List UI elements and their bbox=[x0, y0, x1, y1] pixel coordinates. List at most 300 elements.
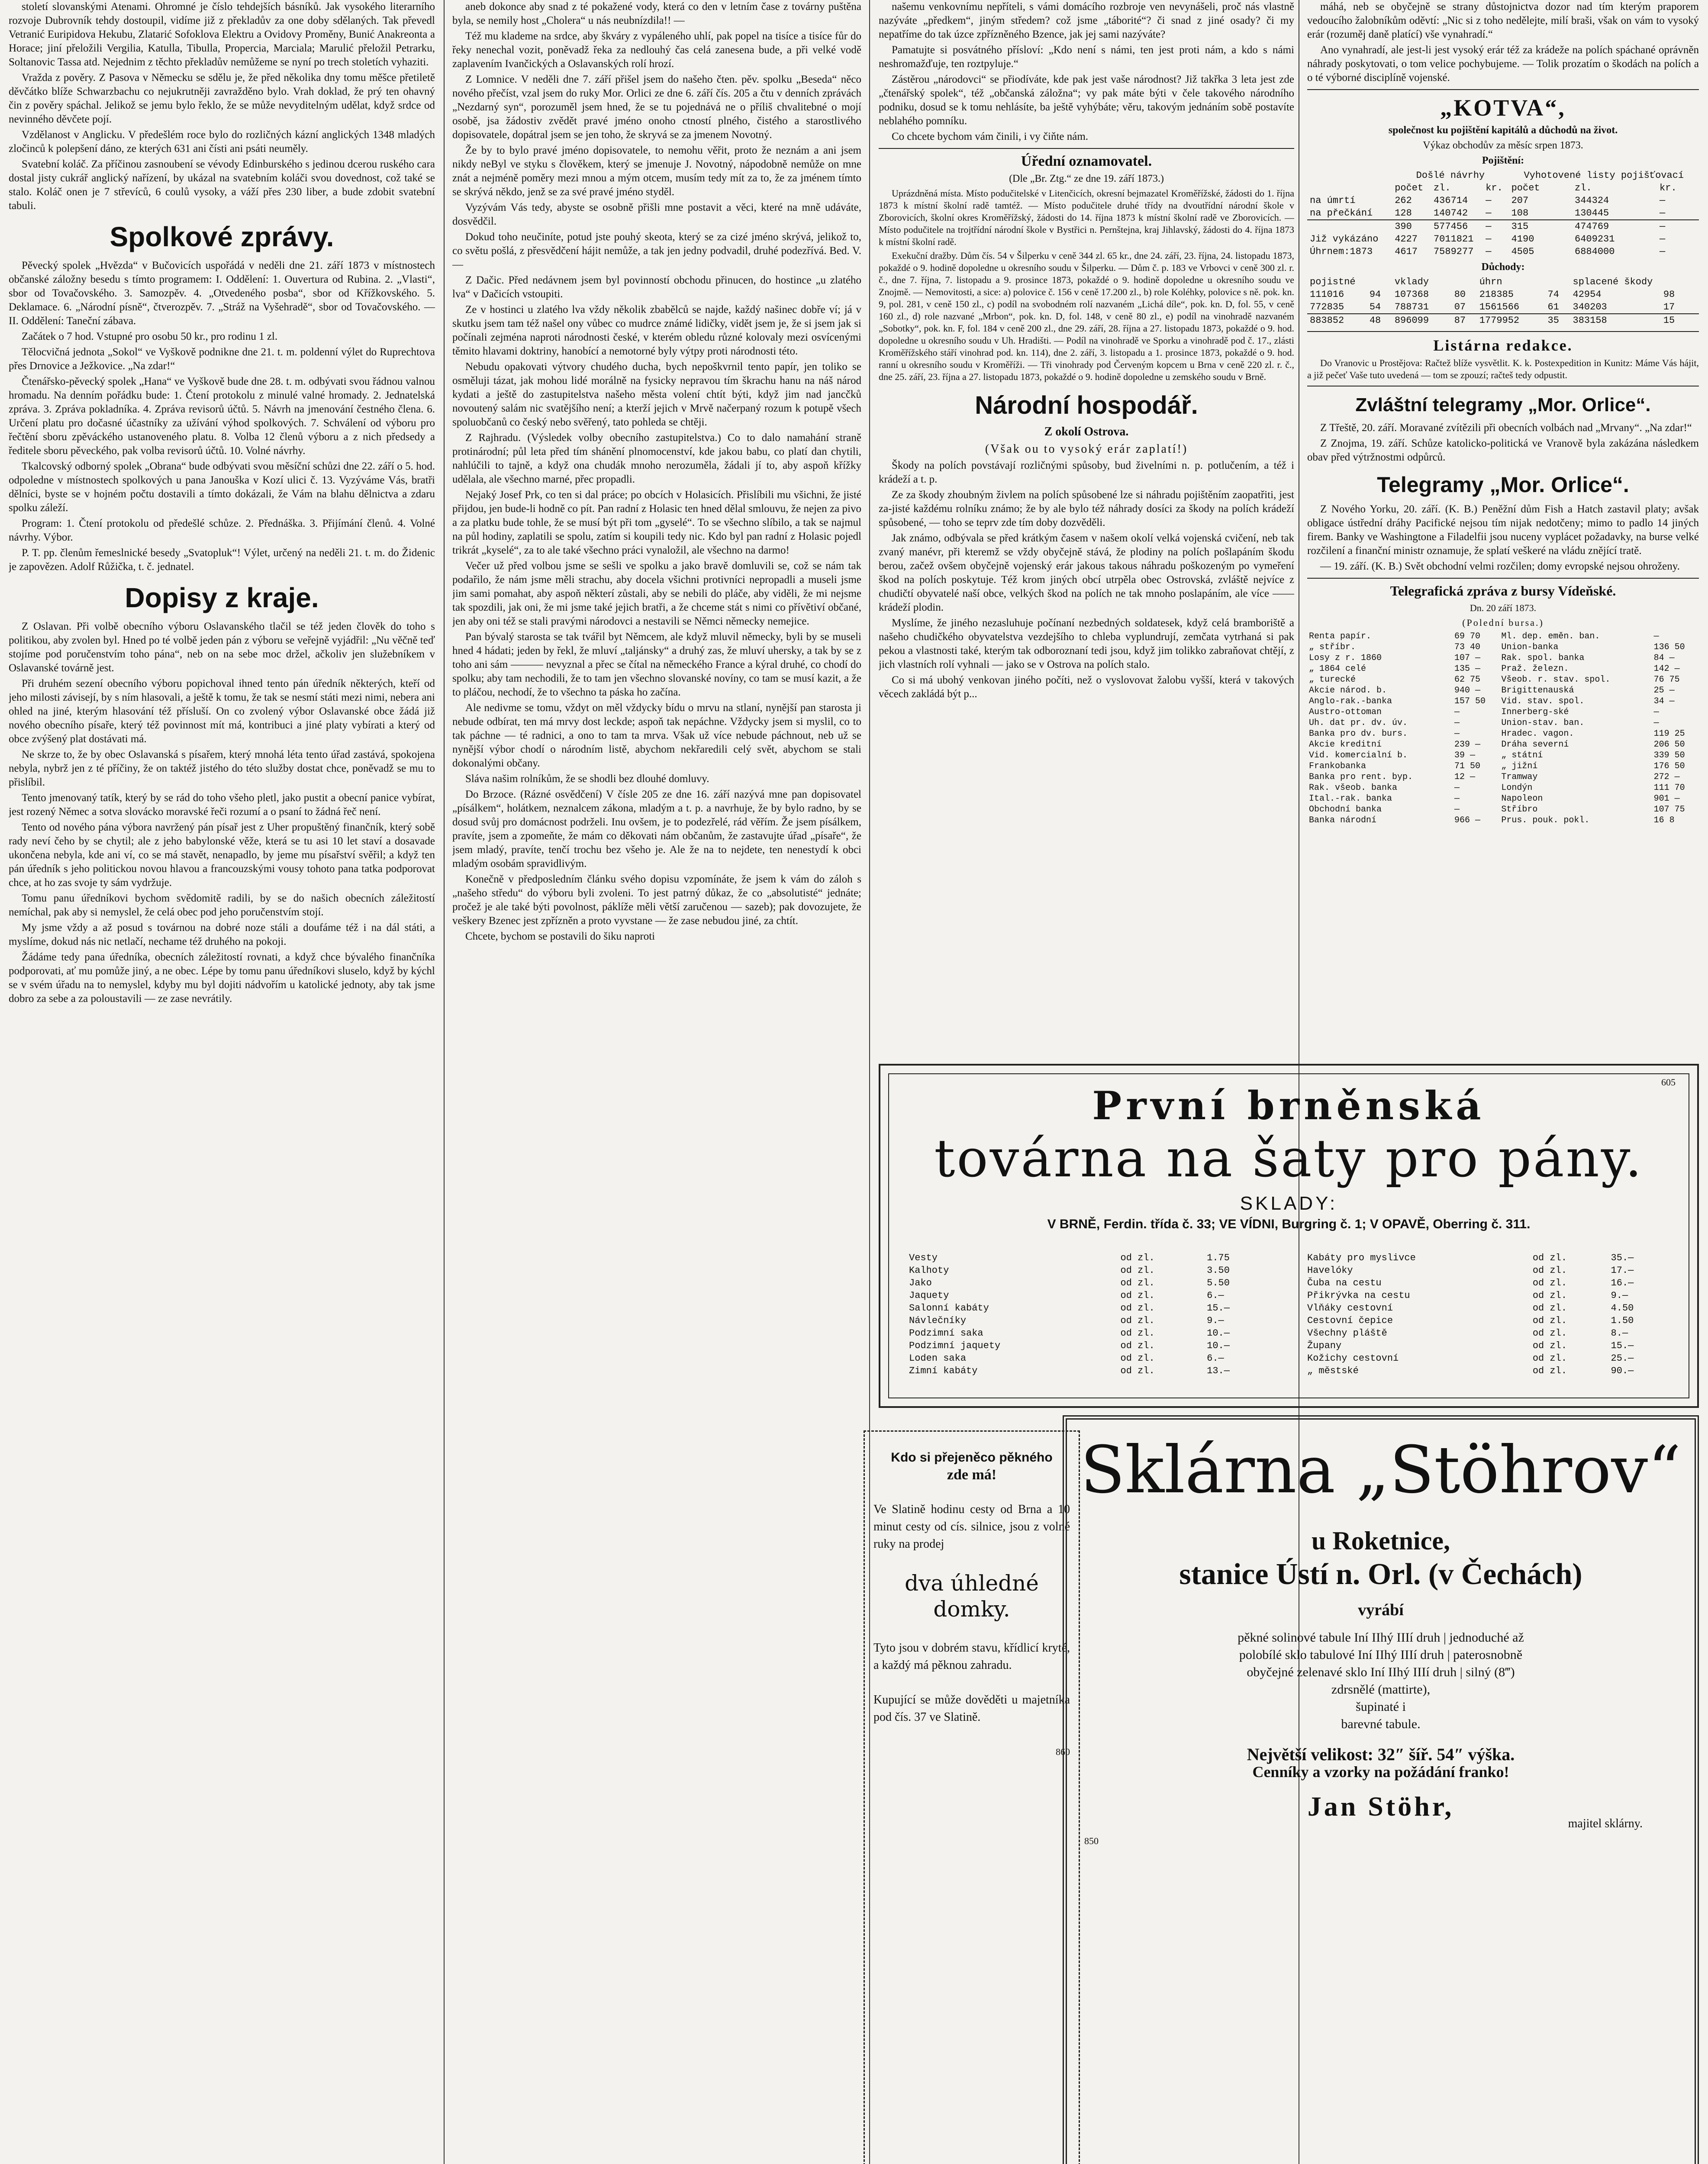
table-cell: 788731 bbox=[1394, 302, 1429, 312]
table-cell: od zl. bbox=[1120, 1278, 1155, 1288]
table-cell: Innerberg-ské bbox=[1501, 707, 1569, 717]
table-cell: Rak. spol. banka bbox=[1501, 653, 1585, 663]
ad-text: vyrábí bbox=[1358, 1601, 1404, 1619]
article-text: Ale nedivme se tomu, vždyt on měl vždycky bídu o mrvu na stlaní, nynější pan starosta ji nebude odbírat, ten má mrvy dost leckde; aspoň tak nepáchne. Vždycky jsem si myslil, co to tak páchne — té radnici, a ono to tam ta mrva. Však už více nebude páchnout, neb už se nynější výbor chodí o národním listě, abychom nekřaredili celý svět, abychom se stali dokonalými občany. bbox=[452, 702, 861, 769]
article-subtitle: (Však ou to vysoký erár zaplatí!) bbox=[985, 442, 1188, 456]
table-cell: 128 bbox=[1395, 208, 1412, 219]
column-1 bbox=[9, 0, 435, 2164]
section-subheading: (Dle „Br. Ztg.“ ze dne 19. září 1873.) bbox=[1009, 173, 1164, 184]
column-rule bbox=[444, 0, 445, 2164]
table-row bbox=[1307, 707, 1699, 718]
table-header-row bbox=[1307, 182, 1699, 194]
table-row bbox=[906, 1252, 1266, 1264]
article-text: Exekuční dražby. Dům čís. 54 v Šilperku v ceně 344 zl. 65 kr., dne 24. září, 23. října, 24. listopadu 1873, pokaždé o 9. hodině dopoledne u okresního soudu v Šilperku. — Dům č. p. 183 ve Vrbovci v ceně 300 zl. r. č., dne 7. října, 7. listopadu a 9. prosince 1873, pokaždé o 9. hodině dopoledne u okresního soudu ve Znojmě. — Nemovitosti, a sice: a) polovice č. 156 v ceně 17.200 zl., b) role Koléhky, polovice s ně. pok. kn. 9, pol. 281, v ceně 150 zl., c) podíl na svobodném rolí nazvaném „Lichá díle“, pok. kn. D, fol. 55, v ceně 160 zl., d) role nazvané „Mrbon“, pok. kn. D, fol. 148, v ceně 80 zl., e) podíl na vinohradě nazvaném „Sobotky“, pok. kn. F, fol. 184 v ceně 200 zl., dne 29. září, 28. října a 27. listopadu 1873, pokaždé o 9. hod. dopoledne u okresního soudu v Uh. Hradišti. — Podíl na vinohradě ve Sporku a vinohradě pod č. 17., zlásti Kroměřížského stáří vinohrad pod. kn. 114), dne 2. září, 3. listopadu a 1. prosince 1873, pokaždé o 9. hod. ranní u okresního soudu v Kroměříži. — Tři vinohrady pod Červeným kopcem u Brna v ceně 220 zl. r. č., dne 25. září, 23. října a 27. listopadu 1873, pokaždé o 9. hodině dopoledne u zemského soudu v Brně. bbox=[879, 250, 1294, 382]
table-cell: 140742 bbox=[1433, 208, 1468, 219]
table-cell: — bbox=[1454, 794, 1460, 804]
table-cell: 39 — bbox=[1454, 750, 1475, 760]
table-cell: — bbox=[1653, 631, 1659, 641]
table-cell bbox=[1307, 182, 1392, 194]
table-cell: Austro-ottoman bbox=[1309, 707, 1382, 717]
table-cell: — bbox=[1660, 195, 1666, 206]
table-cell: 901 — bbox=[1653, 794, 1680, 804]
table-cell: — bbox=[1486, 234, 1492, 245]
table-cell: od zl. bbox=[1120, 1353, 1155, 1364]
kotva-table bbox=[1307, 169, 1699, 258]
ad-headline: zde má! bbox=[947, 1467, 997, 1483]
table-cell: od zl. bbox=[1120, 1303, 1155, 1314]
divider bbox=[1307, 331, 1699, 332]
table-cell: 6.— bbox=[1207, 1290, 1224, 1301]
price-table bbox=[906, 1252, 1266, 1377]
table-cell: 3.50 bbox=[1207, 1265, 1230, 1276]
column-2 bbox=[452, 0, 861, 2164]
table-cell: — bbox=[1486, 208, 1492, 219]
article-text: Při druhém sezení obecního výboru popichoval ihned tento pán úředník některých, kteří od jeho milosti závisejí, by s ním hlasovali, a ještě k tomu, že tak se nesmí státi mezi nimi, nebera ani ohled na jiné, kterým hlasování též přísluší. On co zvolený výbor Oslavanské obce žádá již nového obecního písaře, který též povinnost mít má, kontribuci a jiné platy vybírati a který od obce zvýšený plat dostávati má. bbox=[9, 678, 435, 745]
table-header-row bbox=[1307, 169, 1699, 182]
article-text: Tělocvičná jednota „Sokol“ ve Vyškově podnikne dne 21. t. m. poldenní výlet do Ruprechtova přes Drnovice a Ježkovice. „Na zdar!“ bbox=[9, 346, 435, 372]
table-cell: 15 bbox=[1663, 315, 1675, 326]
ad-title: Sklárna „Stöhrov“ bbox=[1080, 1433, 1681, 1508]
table-row bbox=[1307, 685, 1699, 696]
table-row bbox=[1307, 194, 1699, 207]
table-cell: 157 50 bbox=[1454, 696, 1486, 706]
article-text: Uprázdněná místa. Místo podučitelské v Litenčicích, okresní bejmazatel Kroměřížské, žádosti do 1. října 1873 k místní školní radě tamtéž. — Místo podučitele druhé třídy na dvoutřídní národní škole v Zborovicích, školní okres Kroměřížský, žádosti do 14. října 1873 k místní školní radě ve Zborovicích. — Místo podučitele na trojtřídní národní škole v Bystřici n. Pernštejna, kraj Jihlavský, žádosti do 4. října 1873 k místní školní radě. bbox=[879, 188, 1294, 247]
table-row bbox=[1305, 1277, 1664, 1289]
table-cell: od zl. bbox=[1120, 1265, 1155, 1276]
ad-subtitle: SKLADY: bbox=[1240, 1193, 1338, 1214]
article-text: Jak známo, odbývala se před krátkým časem v našem okolí velká vojenská cvičení, neb tak zvaný manévr, při kteremž se vždy obyčejně stává, že plodiny na polích pošlapáním škodu berou, začež ovšem obyčejně vojenský erár jakous takous náhradu poškozeným po vymeření škod na polích poskytuje. Též krom jiných obcí utrpěla obec Ostrovská, zvláště nejvíce z chudičtí obyvatelé naší obce, velkých škod na polích ne tak mnoho poslapáním, ale více —— krádeží plodin. bbox=[879, 532, 1294, 613]
article-text: Ano vynahradí, ale jest-li jest vysoký erár též za krádeže na polích spáchané oprávněn náhrady poskytovati, o tom velice pochybujeme. — Tolik prozatím o škodách na polích a o té výborné disciplíně vojenské. bbox=[1307, 44, 1699, 84]
article-text: Nebudu opakovati výtvory chudého ducha, bych nepoškvrnil tento papír, jen toliko se osměluji tázat, jak mohou lidé morálně na fysicky nepravou tím škrachu hanu na náš národ kydati a ještě do zastupitelstva našeho města volení chtít býti, když jim nad jancčků novoutený salám nic svatějšího není; a kterží jejich v Mrvě načerpaný rozum k potupě všech spoluobčanů co český nebo svěřený, tato pohleda se chtěji. bbox=[452, 361, 861, 428]
table-cell: od zl. bbox=[1120, 1328, 1155, 1339]
table-cell: 6409231 bbox=[1575, 234, 1615, 245]
table-row bbox=[906, 1314, 1266, 1327]
table-row bbox=[906, 1352, 1266, 1365]
table-row bbox=[906, 1340, 1266, 1352]
table-cell: 1779952 bbox=[1479, 315, 1520, 326]
article-text: máhá, neb se obyčejně se strany důstojnictva dozor nad tím kterým praporem vedoucího žalobníkům oděvtí: „Nic si z toho nedělejte, milí braši, však on vám to vysoký erár (rozuměj daně platící) vše vynahradí.“ bbox=[1307, 1, 1699, 40]
table-cell: 344324 bbox=[1575, 195, 1609, 206]
table-row bbox=[1307, 288, 1699, 301]
table-header-cell: pojistné bbox=[1310, 277, 1356, 287]
table-cell: 10.— bbox=[1207, 1328, 1230, 1339]
table-cell: 4505 bbox=[1511, 246, 1534, 257]
table-cell: 130445 bbox=[1575, 208, 1609, 219]
article-text: Z Dačic. Před nedávnem jsem byl povinností obchodu přinucen, do hostince „u zlatého lva“ v Dačicích vstoupiti. bbox=[452, 274, 861, 300]
table-cell: Napoleon bbox=[1501, 794, 1543, 804]
table-cell: 142 — bbox=[1653, 664, 1680, 674]
table-cell: 1561566 bbox=[1479, 302, 1520, 312]
table-cell: 6.— bbox=[1207, 1353, 1224, 1364]
table-cell: — bbox=[1454, 805, 1460, 815]
table-cell: 107 75 bbox=[1653, 805, 1685, 815]
table-cell: — bbox=[1454, 783, 1460, 793]
table-cell: Obchodní banka bbox=[1309, 805, 1382, 815]
table-cell: 9.— bbox=[1207, 1315, 1224, 1326]
table-cell: — bbox=[1486, 221, 1492, 232]
table-cell: 87 bbox=[1454, 315, 1466, 326]
ad-subtitle: stanice Ústí n. Orl. (v Čechách) bbox=[1179, 1558, 1582, 1591]
table-cell: 76 75 bbox=[1653, 675, 1680, 685]
table-header-cell: počet bbox=[1511, 183, 1540, 193]
table-row bbox=[1307, 642, 1699, 653]
table-row bbox=[1307, 674, 1699, 685]
table-row bbox=[1307, 207, 1699, 220]
article-text: Vyzývám Vás tedy, abyste se osobně přišli mne postavit a věci, které na mně udáváte, dosvědčil. bbox=[452, 202, 861, 227]
table-cell: 966 — bbox=[1454, 815, 1480, 825]
kotva-subtitle: společnost ku pojištění kapitálů a důchodů na život. bbox=[1388, 125, 1618, 136]
ad-frame bbox=[888, 1073, 1689, 1398]
table-row bbox=[1307, 631, 1699, 642]
ad-number: 860 bbox=[1056, 1746, 1070, 1757]
article-text: Do Brzoce. (Rázné osvědčení) V čísle 205 ze dne 16. září nazývá mne pan dopisovatel „písálkem“, holátkem, neznalcem zákona, mladým a t. p. a navrhuje, že by bylo radno, by se dosud svůj pro domácnost podrželi. Inu ovšem, je to podezřelé, rád věřím. Že jsem písálkem, pravíte, jsem a zpomeňte, že mám co děkovati nám občanům, že zastavujte úřad „písaře“, že jsem mladý, pravíte, tenčí trochu bez všeho je. Ale že na to nejdete, ten nenestydí k obci mladým osobám spravidlivým. bbox=[452, 789, 861, 869]
table-cell: od zl. bbox=[1532, 1365, 1567, 1376]
table-cell: 1.50 bbox=[1611, 1315, 1634, 1326]
article-text: Sláva našim rolníkům, že se shodli bez dlouhé domluvy. bbox=[465, 773, 709, 785]
table-cell: — bbox=[1454, 718, 1460, 728]
table-cell: Návlečníky bbox=[909, 1315, 967, 1326]
telegrams-heading: Telegramy „Mor. Orlice“. bbox=[1377, 473, 1629, 497]
table-cell: Již vykázáno bbox=[1310, 234, 1379, 245]
table-cell: — bbox=[1486, 246, 1492, 257]
table-row bbox=[1307, 220, 1699, 233]
table-header-cell: zl. bbox=[1575, 183, 1592, 193]
table-cell: Havelóky bbox=[1307, 1265, 1353, 1276]
table-cell: 17 bbox=[1663, 302, 1675, 312]
table-row bbox=[906, 1289, 1266, 1302]
divider bbox=[1307, 578, 1699, 579]
table-cell: 17.— bbox=[1611, 1265, 1634, 1276]
table-cell: „ státní bbox=[1501, 750, 1543, 760]
article-text: Začátek o 7 hod. Vstupné pro osobu 50 kr., pro rodinu 1 zl. bbox=[22, 331, 278, 342]
table-cell: Salonní kabáty bbox=[909, 1303, 989, 1314]
table-cell: od zl. bbox=[1120, 1315, 1155, 1326]
ad-title: továrna na šaty pro pány. bbox=[934, 1129, 1644, 1189]
article-text: Tkalcovský odborný spolek „Obrana“ bude odbývati svou měsíční schůzi dne 22. září o 5. hod. odpoledne v místnostech spolkových u pana Janouška v Kozí ulici č. 13. Vyzýváme Vás, bratři dělníci, byste se v hojném počtu dostavili a tímto dokázali, že Vám na blahu dělnictva a zdaru spolku záleží. bbox=[9, 460, 435, 514]
table-cell: na přečkání bbox=[1310, 208, 1373, 219]
table-cell: 135 — bbox=[1454, 664, 1480, 674]
bursa-subtitle: (Polední bursa.) bbox=[1462, 617, 1544, 628]
article-text: aneb dokonce aby snad z té pokažené vody, která co den v letním čase z továrny puštěna byla, se nemily host „Cholera“ u nás neubnízdila!! — bbox=[452, 1, 861, 26]
table-cell: Anglo-rak.-banka bbox=[1309, 696, 1392, 706]
article-text: Tomu panu úředníkovi bychom svědomitě radili, by se do našich obecních záležitostí nemíchal, pak aby si nemyslel, že celá obec pod jeho poručenstvím stojí. bbox=[9, 892, 435, 918]
ad-headline: Kdo si přejeněco pěkného bbox=[891, 1450, 1053, 1465]
table-cell: od zl. bbox=[1532, 1353, 1567, 1364]
table-row bbox=[1307, 804, 1699, 815]
table-row bbox=[906, 1302, 1266, 1314]
table-cell: — bbox=[1653, 707, 1659, 717]
table-cell: Praž. železn. bbox=[1501, 664, 1569, 674]
table-cell: 48 bbox=[1369, 315, 1381, 326]
telegram-text: Z Znojma, 19. září. Schůze katolicko-politická ve Vranově byla zakázána následkem obav před výtržnostmi odpůrců. bbox=[1307, 438, 1699, 463]
table-cell: od zl. bbox=[1532, 1328, 1567, 1339]
table-cell: Všeob. r. stav. spol. bbox=[1501, 675, 1611, 685]
table-cell: 15.— bbox=[1611, 1340, 1634, 1351]
table-cell: 73 40 bbox=[1454, 642, 1480, 652]
table-cell: 111 70 bbox=[1653, 783, 1685, 793]
table-row bbox=[1307, 233, 1699, 245]
table-cell: 13.— bbox=[1207, 1365, 1230, 1376]
table-cell: Renta papír. bbox=[1309, 631, 1372, 641]
table-cell: Hradec. vagon. bbox=[1501, 729, 1574, 739]
table-cell: od zl. bbox=[1532, 1278, 1567, 1288]
table-cell: Akcie kreditní bbox=[1309, 740, 1382, 750]
article-text: Žádáme tedy pana úředníka, obecních záležitostí rovnati, a když chce bývalého finančníka podporovati, ať mu pomůže jiný, a ne obec. Lépe by tomu panu úředníkovi sluselo, když by kýchl se v svém úřadu na to nemyslel, kdyby mu byl dojiti nádvořím u katolické jednoty, aby tak jsme dobro za sebe a za poloustavili — ze zase nevrátily. bbox=[9, 951, 435, 1005]
article-text: Dokud toho neučiníte, potud jste pouhý skeota, který se za cizé jméno skrývá, jelikož to, co světu pošlá, z přesvědčení hájit nemůže, a tak jen jedny podvadil, druhé podezřívá. Bed. V.— bbox=[452, 231, 861, 270]
table-row bbox=[1307, 783, 1699, 793]
table-header-row bbox=[1307, 276, 1699, 288]
table-cell: 90.— bbox=[1611, 1365, 1634, 1376]
ad-number: 850 bbox=[1084, 1836, 1099, 1846]
table-cell: 34 — bbox=[1653, 696, 1675, 706]
section-heading: Úřední oznamovatel. bbox=[1021, 153, 1152, 169]
table-cell: „ stříbr. bbox=[1309, 642, 1356, 652]
table-row bbox=[1305, 1352, 1664, 1365]
table-cell: Čuba na cestu bbox=[1307, 1278, 1382, 1288]
table-cell: 272 — bbox=[1653, 772, 1680, 782]
table-row bbox=[1307, 750, 1699, 761]
table-cell: Vid. stav. spol. bbox=[1501, 696, 1585, 706]
table-cell: 16 8 bbox=[1653, 815, 1675, 825]
table-row bbox=[1307, 314, 1699, 327]
table-cell: Vesty bbox=[909, 1253, 938, 1263]
table-row bbox=[1307, 718, 1699, 728]
article-text: Zástěrou „národovci“ se přiodíváte, kde pak jest vaše národnost? Již takřka 3 leta jest zde „čtenářský spolek“, též „občanská záložna“; vy pak máte býti v čele takového národního podniku, dosud se k tomu nehlásíte, ba ještě vyhýbáte; věru, takovým jednáním sobě postavíte neblahého pomníku. bbox=[879, 74, 1294, 127]
table-cell: 5.50 bbox=[1207, 1278, 1230, 1288]
table-cell: 136 50 bbox=[1653, 642, 1685, 652]
table-cell: od zl. bbox=[1120, 1365, 1155, 1376]
bursa-title: Telegrafická zpráva z bursy Vídeňské. bbox=[1390, 583, 1616, 599]
table-cell: Rak. všeob. banka bbox=[1309, 783, 1398, 793]
table-cell: — bbox=[1660, 246, 1666, 257]
table-cell: Union-stav. ban. bbox=[1501, 718, 1585, 728]
article-text: Čtenářsko-pěvecký spolek „Hana“ ve Vyškově bude dne 28. t. m. odbývati svou řádnou valnou hromadu. Na denním pořádku bude: 1. Čtení protokolu z minulé valné hromady. 2. Jednatelská zpráva. 3. Zpráva pokladníka. 4. Zpráva revisorů účtů. 5. Návrh na jmenování čestného člena. 6. Určení platu pro dočasné účastníky za užívání výhod spolkových. 7. Schválení od výboru pro řečtění sboru zpěváckého ustanoveného platu. 8. Volba 12 členů výboru a z nich předsedy a ředitele sboru pěveckého, pak volba revisorů účtů. 10. Volné návrhy. bbox=[9, 376, 435, 457]
table-cell: 4190 bbox=[1511, 234, 1534, 245]
table-cell: — bbox=[1660, 208, 1666, 219]
table-cell: od zl. bbox=[1532, 1340, 1567, 1351]
table-cell: 315 bbox=[1511, 221, 1529, 232]
table-cell: — bbox=[1486, 195, 1492, 206]
ad-price-list-left bbox=[906, 1252, 1266, 1377]
table-cell: Zimní kabáty bbox=[909, 1365, 978, 1376]
table-cell: 239 — bbox=[1454, 740, 1480, 750]
table-cell: od zl. bbox=[1532, 1265, 1567, 1276]
table-cell: 35 bbox=[1547, 315, 1559, 326]
telegram-text: Z Nového Yorku, 20. září. (K. B.) Peněžní dům Fish a Hatch zastavil platy; avšak obligace ústřední dráhy Pacifické nejsou tím nijak nedotčeny; mimo to padlo 14 jiných firem. Banky ve Washingtone a Filadelfii jsou nuceny vyplácet požadavky, na burse velké rozčilení a finanční ministr oznamuje, že splatí veškeré na vládu znějící tratě. bbox=[1307, 503, 1699, 557]
article-text: Chcete, bychom se postavili do šiku naproti bbox=[465, 931, 655, 942]
article-text: Program: 1. Čtení protokolu od předešlé schůze. 2. Přednáška. 3. Přijímání členů. 4. Volné návrhy. Výbor. bbox=[9, 518, 435, 543]
section-heading: Dopisy z kraje. bbox=[125, 582, 319, 613]
table-cell: Přikrývka na cestu bbox=[1307, 1290, 1410, 1301]
table-row bbox=[1305, 1289, 1664, 1302]
duchody-label: Důchody: bbox=[1481, 261, 1525, 273]
table-row bbox=[1307, 653, 1699, 663]
ad-clothing-factory bbox=[879, 1064, 1699, 1408]
column-4 bbox=[1307, 0, 1699, 1056]
table-row bbox=[1305, 1365, 1664, 1377]
table-cell: 69 70 bbox=[1454, 631, 1480, 641]
table-header-cell: úhrn bbox=[1479, 277, 1502, 287]
divider bbox=[879, 148, 1294, 149]
table-cell: — bbox=[1454, 707, 1460, 717]
table-cell: 896099 bbox=[1394, 315, 1429, 326]
table-cell: Akcie národ. b. bbox=[1309, 686, 1387, 696]
table-cell: 436714 bbox=[1433, 195, 1468, 206]
table-row bbox=[1305, 1302, 1664, 1314]
table-cell: 54 bbox=[1369, 302, 1381, 312]
ad-highlight: Největší velikost: 32″ šíř. 54″ výška. bbox=[1247, 1745, 1515, 1764]
table-cell: Kožichy cestovní bbox=[1307, 1353, 1399, 1364]
section-heading: Spolkové zprávy. bbox=[110, 221, 334, 252]
table-cell: Všechny pláště bbox=[1307, 1328, 1387, 1339]
table-cell: 883852 bbox=[1310, 315, 1344, 326]
table-cell bbox=[1307, 169, 1392, 182]
article-text: Ne skrze to, že by obec Oslavanská s písařem, který mnohá léta tento úřad zastává, spokojena nebyla, nybrž jen z té příčiny, že on taktéž jistého do této služby dostat chce, poněvadž se mu to přislíbil. bbox=[9, 749, 435, 788]
table-cell: Vlňáky cestovní bbox=[1307, 1303, 1393, 1314]
article-text: Svatební koláč. Za příčinou zasnoubení se vévody Edinburského s jedinou dcerou ruského cara dostal jisty cukrář anglický nařízení, by ukázal na svatebním koláči svou dovednost, což také se stalo. Koláč onen je 7 střevíců, 6 coulů vysoky, a váží přes 230 liber, a bude zdobit svatební tabuli. bbox=[9, 158, 435, 212]
ad-signature: Jan Stöhr, bbox=[1307, 1791, 1454, 1822]
table-cell: od zl. bbox=[1120, 1290, 1155, 1301]
article-text: Ze v hostinci u zlatého lva vždy několik zbabělců se najde, každý našinec dobře ví; já v skutku jsem tam též našel ony vůbec co mudrce známé lidičky, vidět jsem je, že si jsem jak si počínali zejména naproti národnosti české, v kterém obledu různé kolovaly mezi osvícenými těmito hlavami doktriny, hanobící a nemotorné byly výtpy proti národnosti této. bbox=[452, 304, 861, 357]
table-cell: 42954 bbox=[1573, 289, 1602, 300]
article-text: Co chcete bychom vám činili, i vy čiňte nám. bbox=[892, 131, 1089, 142]
table-cell: 35.— bbox=[1611, 1253, 1634, 1263]
table-cell: 12 — bbox=[1454, 772, 1475, 782]
table-cell: 9.— bbox=[1611, 1290, 1628, 1301]
table-cell: Loden saka bbox=[909, 1353, 967, 1364]
table-row bbox=[1307, 793, 1699, 804]
table-cell: 4617 bbox=[1395, 246, 1418, 257]
article-text: našemu venkovnímu nepříteli, s vámi domácího rozbroje ven nevynášeli, proč nás vlastně nazýváte „předkem“, jiným středem? což jsme „táborité“? či snad z jiné osady? či my nepatříme do tak úzce zpřízněného Bzence, jak jej sami nazýváte? bbox=[879, 1, 1294, 40]
table-cell: — bbox=[1653, 718, 1659, 728]
table-cell: 107368 bbox=[1394, 289, 1429, 300]
table-row bbox=[1305, 1264, 1664, 1277]
table-header-cell: kr. bbox=[1660, 183, 1677, 193]
ad-highlight: Cenníky a vzorky na požádání franko! bbox=[1252, 1763, 1509, 1781]
ad-glassworks bbox=[1063, 1415, 1699, 2164]
table-cell: od zl. bbox=[1120, 1340, 1155, 1351]
table-row bbox=[1307, 815, 1699, 826]
article-text: Konečně v předposledním článku svého dopisu vzpomínáte, že jsem k vám do záloh s „našeho středu“ do výboru byli zvoleni. To jest patrný důkaz, že co „absolutisté“ jednáte; pročež je ale také býti povolnost, páklíže měli větší zaručenou — sazeb); pak dovozujete, že veškery Bzenec jest zpřízněn a proto vyvstane — že zase nebudou jiné, za chtít. bbox=[452, 873, 861, 927]
table-cell: Prus. pouk. pokl. bbox=[1501, 815, 1590, 825]
telegrams-heading: Zvláštní telegramy „Mor. Orlice“. bbox=[1355, 394, 1651, 415]
ad-number: 605 bbox=[1661, 1077, 1676, 1088]
article-text: Myslíme, že jiného nezasluhuje počínaní nezbedných soldatesek, když celá bramboriště a našeho chudičkého obyvatelstva vezdejšího to chleba vyplundrují, zemčata vytrhaná si pak pekou a vlastnosti také, kterým tak odboroznaní tedi jsou, když jim tolikko zabraňovat chtějí, z jich vlastních rolí vyhnali — jako se v Ostrova na polích stalo. bbox=[879, 617, 1294, 670]
table-cell: 6884000 bbox=[1575, 246, 1615, 257]
article-text: Též mu klademe na srdce, aby škváry z vypáleného uhlí, pak popel na tisíce a tisíce fůr do řeky nenechal vozit, poněvadž řeka za nedlouhý čas celá zanesena bude, a při velké vodě zaplavením Ivančických a Oslavanských rolí hrozí. bbox=[452, 30, 861, 70]
table-row bbox=[906, 1327, 1266, 1340]
duchody-table bbox=[1307, 276, 1699, 327]
table-cell: Podzimní saka bbox=[909, 1328, 983, 1339]
table-cell: 7589277 bbox=[1433, 246, 1474, 257]
article-text: My jsme vždy a až posud s továrnou na dobré noze stáli a doufáme též i na dál státi, a myslíme, dokud nás nic netlačí, nechame též druhého na pokoji. bbox=[9, 922, 435, 947]
listarna-text: Do Vranovic u Prostějova: Račtež blíže vysvětlit. K. k. Postexpedition in Kunitz: Máme Vás hájit, a již pečeť Vaše tuto uvedená — tom se zpouzí; račteš tedy odpustit. bbox=[1307, 357, 1699, 380]
ad-signature-role: majitel sklárny. bbox=[1568, 1817, 1643, 1830]
table-cell: 108 bbox=[1511, 208, 1529, 219]
table-cell: — bbox=[1660, 221, 1666, 232]
ad-text: polobílé sklo tabulové Iní IIhý IIIí druh | paterosnobně bbox=[1239, 1648, 1523, 1662]
table-header-cell: zl. bbox=[1433, 183, 1451, 193]
ad-price-list-right bbox=[1305, 1252, 1664, 1377]
ad-title: První brněnská bbox=[1092, 1083, 1486, 1129]
ad-text: obyčejné zelenavé sklo Iní IIhý IIIí druh | silný (8‴) bbox=[1247, 1665, 1515, 1679]
table-cell: — bbox=[1454, 729, 1460, 739]
table-cell: 8.— bbox=[1611, 1328, 1628, 1339]
table-row bbox=[1305, 1327, 1664, 1340]
table-cell: 71 50 bbox=[1454, 761, 1480, 771]
column-3 bbox=[879, 0, 1294, 1056]
table-cell: 940 — bbox=[1454, 686, 1480, 696]
table-cell: 4.50 bbox=[1611, 1303, 1634, 1314]
ad-text: Ve Slatině hodinu cesty od Brna a 10 minut cesty od cís. silnice, jsou z volné ruky na prodej bbox=[873, 1503, 1070, 1551]
table-header-cell: kr. bbox=[1486, 183, 1503, 193]
table-cell: 107 — bbox=[1454, 653, 1480, 663]
table-row bbox=[1305, 1314, 1664, 1327]
table-cell: Jaquety bbox=[909, 1290, 949, 1301]
table-cell: od zl. bbox=[1532, 1253, 1567, 1263]
table-row bbox=[1307, 761, 1699, 772]
table-header-cell: splacené škody bbox=[1573, 277, 1653, 287]
table-cell: Banka pro dv. burs. bbox=[1309, 729, 1408, 739]
table-cell: Banka národní bbox=[1309, 815, 1377, 825]
article-text: Tento od nového pána výbora navržený pán písař jest z Uher propuštěný finančník, který sobě rady neví čeho by se chytil; ale z jeho babylonské věže, která se tu asi 10 let staví a dosavade ukončena nebyla, kde ani ví, co se má stavět, nenapadlo, by jeme mu písařství svěřil; a když ten pán úředník s jeho politickou novou hlavou a francouzskými vousy tohoto pana tatka podporovat chce, at ho zas svoje ty sám vydržuje. bbox=[9, 821, 435, 889]
table-cell: Úhrnem:1873 bbox=[1310, 246, 1373, 257]
ad-text: Tyto jsou v dobrém stavu, křídlicí kryté, a každý má pěknou zahradu. bbox=[873, 1641, 1070, 1672]
table-cell: 15.— bbox=[1207, 1303, 1230, 1314]
table-cell: Vid. komercialní b. bbox=[1309, 750, 1408, 760]
table-cell: Ml. dep. eměn. ban. bbox=[1501, 631, 1600, 641]
article-text: Z Oslavan. Při volbě obecního výboru Oslavanského tlačil se též jeden člověk do toho s politikou, aby zvolen byl. Hned po té volbě jeden pán z výboru se veřejně vyjádřil: „Nu věčně teď stojíme pod poručenstvím toho pána“, neb on na sebe moc držel, ačkoliv jen služebníkem v Oslavanské továrně jest. bbox=[9, 621, 435, 674]
table-cell: 207 bbox=[1511, 195, 1529, 206]
bursa-date: Dn. 20 září 1873. bbox=[1470, 602, 1537, 613]
article-text: Z Rajhradu. (Výsledek volby obecního zastupitelstva.) Co to dalo namahání straně protinárodní; půl leta před tím shánění plnomocenství, kde jakou babu, co platí dan chytili, nahlúčili to tajně, a když ona chudák mnoho nerozuměla, žádali jí to, aby aspoň křížky udělala, ale všechno marné, přec propadli. bbox=[452, 432, 861, 485]
table-row bbox=[906, 1264, 1266, 1277]
article-text: Co si má ubohý venkovan jiného počíti, než o vyslovovat žalobu vyšší, která v takových věcech zakládá být p... bbox=[879, 674, 1294, 700]
table-cell: „ 1864 celé bbox=[1309, 664, 1366, 674]
article-text: Ze za škody zhoubným živlem na polích spůsobené lze si náhradu pojištěním zaopatřiti, jest za-jisté každému rolníku známo; že by ale bylo též náhrady dosíci za škody na polích krádeží spůsobené, — toho se teprv zde tím doby dozvěděli. bbox=[879, 489, 1294, 528]
table-cell: Jako bbox=[909, 1278, 932, 1288]
table-cell: na úmrtí bbox=[1310, 195, 1356, 206]
table-cell: 176 50 bbox=[1653, 761, 1685, 771]
table-cell: od zl. bbox=[1120, 1253, 1155, 1263]
table-cell: 4227 bbox=[1395, 234, 1418, 245]
article-text: Tento jmenovaný tatík, který by se rád do toho všeho pletl, jako pustit a obecní panice vybírat, jest rozený Němec a sotva slovácko moravské řeči rozumí a o psaní to žádná řeč není. bbox=[9, 792, 435, 818]
table-cell: 84 — bbox=[1653, 653, 1675, 663]
table-header-cell: počet bbox=[1395, 183, 1424, 193]
table-cell: Stříbro bbox=[1501, 805, 1538, 815]
kotva-report-title: Výkaz obchodův za měsíc srpen 1873. bbox=[1423, 140, 1583, 151]
article-text: Pěvecký spolek „Hvězda“ v Bučovicích uspořádá v neděli dne 21. září 1873 v místnostech občanské záložny besedu s tímto programem: I. Oddělení: 1. Ouvertura od Rubina. 2. „Vlasti“, sbor od Tovačovského. 3. Samozpěv. 4. „Otvedeného posba“, sbor od Křížkovského. 5. Deklamace. 6. „Národní písně“, čtverozpěv. 7. „Stráž na Vyšehradě“, sbor od Tovačovského. — II. Oddělení: Taneční zábava. bbox=[9, 260, 435, 327]
article-text: Pamatujte si posvátného přísloví: „Kdo není s námi, ten jest proti nám, a kdo s námi neshromažďuje, ten roztpyluje.“ bbox=[879, 44, 1294, 70]
table-row bbox=[1307, 245, 1699, 258]
article-text: Vzdělanost v Anglicku. V předešlém roce bylo do rozličných kázní anglických 1348 mladých zločinců k polepšení dáno, ze kterých 631 ani čísti ani psáti neuměly. bbox=[9, 129, 435, 155]
table-cell: Uh. dat pr. dv. úv. bbox=[1309, 718, 1408, 728]
table-row bbox=[906, 1365, 1266, 1377]
table-cell: 218385 bbox=[1479, 289, 1514, 300]
table-cell: Banka pro rent. byp. bbox=[1309, 772, 1413, 782]
table-cell: 10.— bbox=[1207, 1340, 1230, 1351]
ad-text: pěkné solinové tabule Iní IIhý IIIí druh | jednoduché až bbox=[1237, 1630, 1524, 1645]
table-cell: 339 50 bbox=[1653, 750, 1685, 760]
table-cell: od zl. bbox=[1532, 1303, 1567, 1314]
section-heading: Národní hospodář. bbox=[975, 391, 1198, 419]
table-cell: — bbox=[1660, 234, 1666, 245]
article-text: Vražda z pověry. Z Pasova v Německu se sdělu je, že před několika dny tomu měšce přetiletě děvčátko blíže Schwarzbachu co nejukrutněji zavražděno bylo. Vrah doklad, že prý ten ohavný čin z pověry spáchal. Jelikož se jemu bylo řeklo, že se může nevyditelným udělat, když srdce od nevinného děvčete pojí. bbox=[9, 72, 435, 125]
table-header-cell: vklady bbox=[1394, 277, 1429, 287]
table-cell: 206 50 bbox=[1653, 740, 1685, 750]
table-cell: Londýn bbox=[1501, 783, 1533, 793]
table-cell bbox=[1307, 220, 1392, 233]
